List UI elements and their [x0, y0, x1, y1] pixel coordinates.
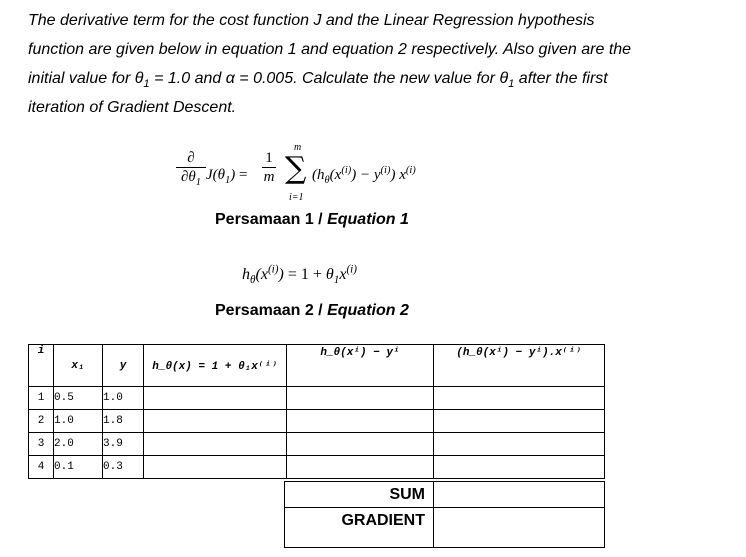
table-row: [29, 387, 605, 410]
gradient-value-cell[interactable]: [434, 508, 605, 548]
cell-x1: 2.0: [54, 433, 103, 456]
question-line-4: iteration of Gradient Descent.: [28, 99, 237, 116]
equation-1-caption: Persamaan 1 / Equation 1: [215, 211, 409, 228]
question-line-1: The derivative term for the cost function J and the Linear Regression hypothesis: [28, 12, 595, 29]
cell-hypothesis[interactable]: [144, 456, 287, 479]
cost-function: $J(\theta_1)$ =: [206, 167, 248, 186]
header-i: i: [29, 345, 54, 387]
cell-i: 1: [29, 387, 54, 410]
cell-hypothesis[interactable]: [144, 387, 287, 410]
question-line-2: function are given below in equation 1 and equation 2 respectively. Also given are the: [28, 41, 632, 58]
one-over-m: 1 m: [263, 150, 275, 185]
cell-error[interactable]: [287, 433, 434, 456]
cell-error-times-x[interactable]: [434, 433, 605, 456]
header-x1: x₁: [54, 345, 103, 387]
cell-i: 4: [29, 456, 54, 479]
gradient-row: [285, 508, 605, 548]
cell-i: 2: [29, 410, 54, 433]
equation-2-caption: Persamaan 2 / Equation 2: [215, 302, 409, 319]
cell-hypothesis[interactable]: [144, 410, 287, 433]
sum-body: $(h_\theta(x^{(i)}) - y^{(i)})$ $x^{(i)}$: [312, 165, 416, 186]
cell-y: 1.8: [103, 410, 144, 433]
cell-error-times-x[interactable]: [434, 456, 605, 479]
cell-error-times-x[interactable]: [434, 410, 605, 433]
sum-gradient-table: [284, 481, 605, 548]
sum-label: SUM: [285, 482, 434, 508]
cell-hypothesis[interactable]: [144, 433, 287, 456]
gradient-table: [28, 344, 605, 479]
equation-1: [176, 140, 516, 210]
sum-upper-limit: m: [294, 142, 302, 153]
sum-row: [285, 482, 605, 508]
sigma-symbol: ∑: [285, 151, 307, 186]
header-y: y: [103, 345, 144, 387]
header-hypothesis: h_θ(x) = 1 + θ₁x⁽ⁱ⁾: [144, 345, 287, 387]
table-header-row: [29, 345, 605, 387]
cell-error[interactable]: [287, 410, 434, 433]
cell-y: 3.9: [103, 433, 144, 456]
sum-lower-limit: i=1: [289, 192, 304, 203]
question-text: [28, 6, 718, 122]
cell-error[interactable]: [287, 456, 434, 479]
partial-fraction: ∂ $\partial\theta_1$: [176, 150, 206, 185]
gradient-label: GRADIENT: [285, 508, 434, 548]
question-line-3: initial value for $\theta_1 = 1.0$ and α = 0.005. Calculate the new value for $\theta_1$ after the first: [28, 70, 608, 91]
sum-value-cell[interactable]: [434, 482, 605, 508]
cell-y: 1.0: [103, 387, 144, 410]
cell-error-times-x[interactable]: [434, 387, 605, 410]
table-row: [29, 433, 605, 456]
equation-2: $h_\theta(x^{(i)}) = 1 + \theta_1x^{(i)}$: [242, 263, 357, 287]
cell-error[interactable]: [287, 387, 434, 410]
table-row: [29, 456, 605, 479]
cell-x1: 0.1: [54, 456, 103, 479]
header-error: h_θ(xⁱ) − yⁱ: [287, 345, 434, 387]
table-row: [29, 410, 605, 433]
cell-i: 3: [29, 433, 54, 456]
cell-y: 0.3: [103, 456, 144, 479]
cell-x1: 1.0: [54, 410, 103, 433]
header-error-times-x: (h_θ(xⁱ) − yⁱ).x⁽ⁱ⁾: [434, 345, 605, 387]
cell-x1: 0.5: [54, 387, 103, 410]
